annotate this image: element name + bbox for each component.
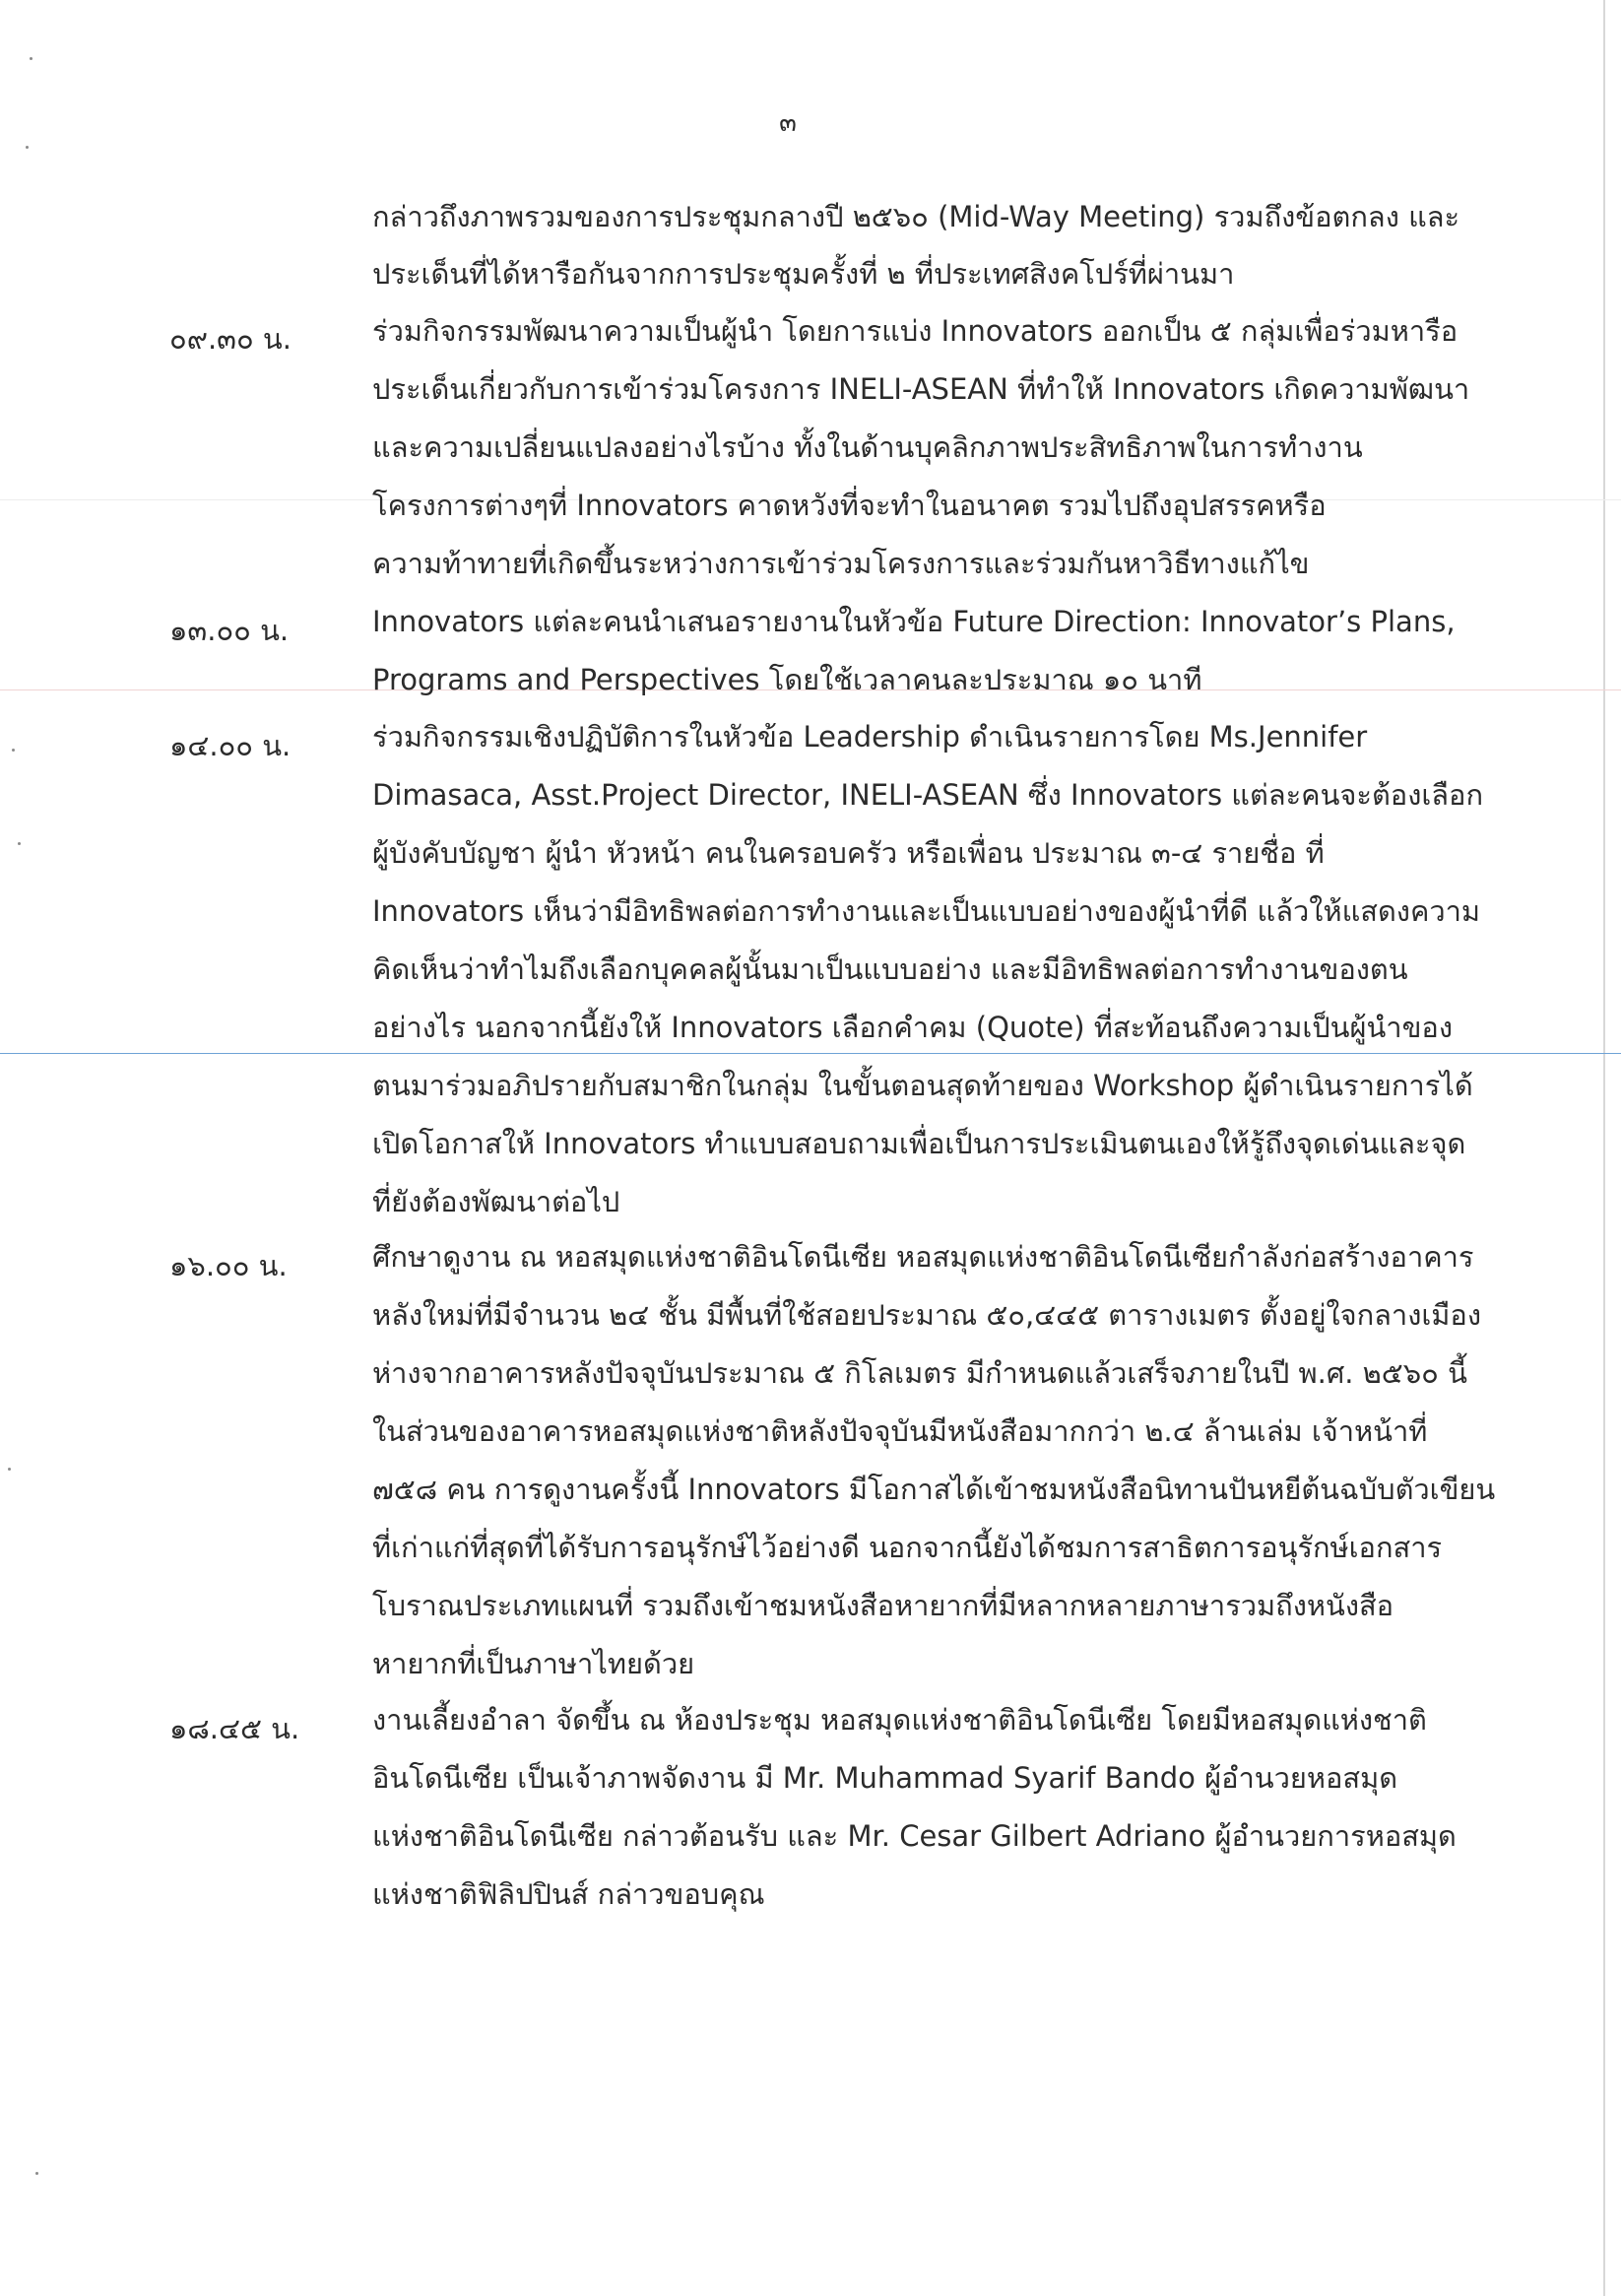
paragraph-line: โบราณประเภทแผนที่ รวมถึงเข้าชมหนังสือหายากที่มีหลากหลายภาษารวมถึงหนังสือ [372, 1589, 1394, 1622]
paragraph-line: หลังใหม่ที่มีจำนวน ๒๔ ชั้น มีพื้นที่ใช้สอยประมาณ ๕๐,๔๔๕ ตารางเมตร ตั้งอยู่ใจกลางเมือง [372, 1298, 1481, 1332]
scan-speck [8, 1468, 11, 1471]
paragraph-line: งานเลี้ยงอำลา จัดขึ้น ณ ห้องประชุม หอสมุดแห่งชาติอินโดนีเซีย โดยมีหอสมุดแห่งชาติ [372, 1703, 1427, 1737]
paragraph-line: ร่วมกิจกรรมเชิงปฏิบัติการในหัวข้อ Leadership ดำเนินรายการโดย Ms.Jennifer [372, 720, 1368, 754]
scan-artifact-line [0, 1053, 1621, 1054]
paragraph-line: ที่ยังต้องพัฒนาต่อไป [372, 1185, 620, 1218]
paragraph-line: ๗๕๘ คน การดูงานครั้งนี้ Innovators มีโอกาสได้เข้าชมหนังสือนิทานปันหยีต้นฉบับตัวเขียน [372, 1473, 1496, 1506]
schedule-time: ๐๙.๓๐ น. [169, 322, 292, 356]
scan-speck [12, 749, 15, 752]
scan-speck [30, 57, 32, 60]
paragraph-line: ผู้บังคับบัญชา ผู้นำ หัวหน้า คนในครอบครัว หรือเพื่อน ประมาณ ๓-๔ รายชื่อ ที่ [372, 836, 1325, 870]
paragraph-line: หายากที่เป็นภาษาไทยด้วย [372, 1647, 695, 1680]
scan-speck [35, 2172, 38, 2175]
scan-speck [18, 842, 21, 845]
page-number: ๓ [779, 108, 797, 138]
paragraph-line: ประเด็นเกี่ยวกับการเข้าร่วมโครงการ INELI-ASEAN ที่ทำให้ Innovators เกิดความพัฒนา [372, 372, 1470, 406]
schedule-time: ๑๓.๐๐ น. [169, 614, 290, 647]
paragraph-line: ที่เก่าแก่ที่สุดที่ได้รับการอนุรักษ์ไว้อย่างดี นอกจากนี้ยังได้ชมการสาธิตการอนุรักษ์เอกสาร [372, 1531, 1443, 1564]
paragraph-line: ศึกษาดูงาน ณ หอสมุดแห่งชาติอินโดนีเซีย หอสมุดแห่งชาติอินโดนีเซียกำลังก่อสร้างอาคาร [372, 1240, 1474, 1274]
paragraph-line: Programs and Perspectives โดยใช้เวลาคนละประมาณ ๑๐ นาที [372, 663, 1202, 696]
paragraph-line: Dimasaca, Asst.Project Director, INELI-ASEAN ซึ่ง Innovators แต่ละคนจะต้องเลือก [372, 778, 1484, 812]
paragraph-line: ความท้าทายที่เกิดขึ้นระหว่างการเข้าร่วมโครงการและร่วมกันหาวิธีทางแก้ไข [372, 547, 1310, 580]
paragraph-line: ประเด็นที่ได้หารือกันจากการประชุมครั้งที่ ๒ ที่ประเทศสิงคโปร์ที่ผ่านมา [372, 257, 1235, 291]
schedule-time: ๑๖.๐๐ น. [169, 1249, 288, 1282]
paragraph-line: Innovators แต่ละคนนำเสนอรายงานในหัวข้อ Future Direction: Innovator’s Plans, [372, 605, 1456, 638]
paragraph-line: อย่างไร นอกจากนี้ยังให้ Innovators เลือกคำคม (Quote) ที่สะท้อนถึงความเป็นผู้นำของ [372, 1011, 1453, 1044]
paragraph-line: และความเปลี่ยนแปลงอย่างไรบ้าง ทั้งในด้านบุคลิกภาพประสิทธิภาพในการทำงาน [372, 430, 1363, 464]
paragraph-line: ในส่วนของอาคารหอสมุดแห่งชาติหลังปัจจุบันมีหนังสือมากกว่า ๒.๔ ล้านเล่ม เจ้าหน้าที่ [372, 1414, 1428, 1448]
paragraph-line: Innovators เห็นว่ามีอิทธิพลต่อการทำงานและเป็นแบบอย่างของผู้นำที่ดี แล้วให้แสดงความ [372, 894, 1481, 928]
schedule-time: ๑๘.๔๕ น. [169, 1712, 300, 1745]
paragraph-line: กล่าวถึงภาพรวมของการประชุมกลางปี ๒๕๖๐ (Mid-Way Meeting) รวมถึงข้อตกลง และ [372, 200, 1460, 233]
scan-edge [1603, 0, 1605, 2296]
paragraph-line: คิดเห็นว่าทำไมถึงเลือกบุคคลผู้นั้นมาเป็นแบบอย่าง และมีอิทธิพลต่อการทำงานของตน [372, 952, 1408, 986]
paragraph-line: ร่วมกิจกรรมพัฒนาความเป็นผู้นำ โดยการแบ่ง Innovators ออกเป็น ๕ กลุ่มเพื่อร่วมหารือ [372, 314, 1459, 348]
paragraph-line: ห่างจากอาคารหลังปัจจุบันประมาณ ๕ กิโลเมตร มีกำหนดแล้วเสร็จภายในปี พ.ศ. ๒๕๖๐ นี้ [372, 1356, 1467, 1390]
schedule-time: ๑๔.๐๐ น. [169, 729, 292, 762]
scan-speck [26, 146, 29, 149]
paragraph-line: อินโดนีเซีย เป็นเจ้าภาพจัดงาน มี Mr. Muhammad Syarif Bando ผู้อำนวยหอสมุด [372, 1761, 1398, 1795]
paragraph-line: เปิดโอกาสให้ Innovators ทำแบบสอบถามเพื่อเป็นการประเมินตนเองให้รู้ถึงจุดเด่นและจุด [372, 1127, 1466, 1160]
paragraph-line: แห่งชาติอินโดนีเซีย กล่าวต้อนรับ และ Mr. Cesar Gilbert Adriano ผู้อำนวยการหอสมุด [372, 1819, 1457, 1853]
paragraph-line: โครงการต่างๆที่ Innovators คาดหวังที่จะทำในอนาคต รวมไปถึงอุปสรรคหรือ [372, 489, 1327, 522]
paragraph-line: แห่งชาติฟิลิปปินส์ กล่าวขอบคุณ [372, 1877, 765, 1911]
paragraph-line: ตนมาร่วมอภิปรายกับสมาชิกในกลุ่ม ในขั้นตอนสุดท้ายของ Workshop ผู้ดำเนินรายการได้ [372, 1069, 1473, 1102]
